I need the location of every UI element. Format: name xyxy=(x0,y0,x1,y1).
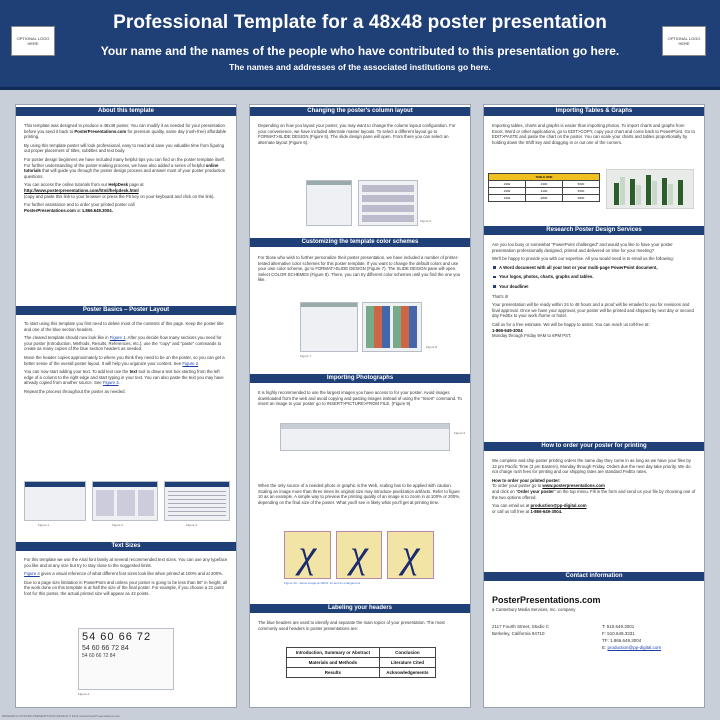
chart-bar xyxy=(678,180,683,205)
glyph-3x: χ xyxy=(336,531,383,579)
section-header-labeling: Labeling your headers xyxy=(250,604,470,613)
company-address: 2117 Fourth Street, Studio C Berkeley, California 94710 xyxy=(492,624,549,636)
photographs-text-1: It is highly recommended to use the largest images you have access to for your poster. Avoid images downloaded from the web and avoid copying and pasting images instead of using the "Insert" command. To insert an image to your poster go to INSERT>PICTURE>FROM FILE. (Figure 9) xyxy=(258,390,462,407)
section-header-color-schemes: Customizing the template color schemes xyxy=(250,238,470,247)
order-site-link[interactable]: www.posterpresentations.com xyxy=(542,483,605,489)
helpdesk-link[interactable]: http://www.posterpresentations.com/html/helpdesk.html xyxy=(24,187,139,193)
example-table: TABLE ONE 1992 2300 5000 1993 3100 4500 1994 2800 4800 xyxy=(488,173,600,202)
left-logo-placeholder: OPTIONAL LOGO HERE xyxy=(11,26,55,56)
labeling-text: The blue headers are used to identify and separate the main topics of your presentation. The most commonly used headers in poster presentations are: xyxy=(258,620,445,631)
figure-9-image xyxy=(280,423,450,451)
text-sizes-text: For this template we use the Arial font family at several recommended text sizes. You can use any typeface you like and at any size but try to stay close to the suggested limits. Figure 4 gives a visual reference of what different font sizes look like when printed at 100% and at 200%. Due to a page size limitation in PowerPoint and unless your poster is going to be less than 56" in height, all the work done on this template is at half the size of the final poster. For example, if you choose a 21 point font for this poster, the actual printed size will appear as 42 points. xyxy=(24,557,228,596)
chart-bar xyxy=(630,179,635,205)
poster-header xyxy=(0,0,720,90)
chart-bar xyxy=(614,183,619,205)
color-schemes-text: For those who wish to further personalize their poster presentation, we have included a number of printer-tested alternative color schemes for this poster template. If you want to change the default colors and use your own color scheme, go to FORMAT>SLIDE DESIGN (Figure 7). The SLIDE DESIGN pane will open. Select COLOR SCHEMES (Figure 8). There, you can try different color schemes until you find the one you like. xyxy=(258,255,461,283)
figure-6-caption: Figure 6 xyxy=(420,219,432,223)
figure-9-caption: Figure 9 xyxy=(454,431,466,435)
poster-title: Professional Template for a 48x48 poster presentation xyxy=(113,12,607,33)
company-name: PosterPresentations.com xyxy=(492,595,601,605)
column-2 xyxy=(249,104,471,708)
about-text: This template was designed to produce a 48x48 poster. You can modify it as needed for your presentation before you send it back to PosterPresentations.com for premium quality, same day (rush-free) affordable printing. By using this template poster will look professional, easy to read and save you valuable time from figuring out proper placement of titles, subtitles and text body. For poster design beginners we have included many helpful tips you can find on the poster template itself. For further understanding of the poster-making process, we have also added a series of helpful online tutorials that will guide you through the poster design process and answer most of your poster production questions. You can access the online tutorials from our HelpDesk page at http://www.posterpresentations.com/html/helpdesk.html (copy and paste this link to your browser or press the F5 key on your keyboard and click on the link). For further assistance and to order your printed poster call PosterPresentations.com at 1.866.649.3004. xyxy=(24,123,227,213)
figure-10-caption: Figure 10 - Same image at 100%, 3x and 4x enlargement xyxy=(284,581,361,585)
chart-bar xyxy=(636,185,641,205)
glyph-100: χ xyxy=(284,531,331,579)
figure-5-image xyxy=(306,180,352,226)
section-header-order: How to order your poster for printing xyxy=(484,442,704,451)
figure-3-caption: Figure 3 xyxy=(186,523,198,527)
figure-6-image xyxy=(358,180,418,226)
figure-1-image xyxy=(24,481,86,521)
chart-bar xyxy=(668,184,673,205)
figure-8-image xyxy=(362,302,422,352)
photographs-text-2: When the only source of a needed photo or graphic is the Web, scaling has to be applied with caution. Scaling an image more than three times its original size may introduce pixelization artifacts. Refer to figure 10 as an example. A simple way to preview the printing quality of an image is to zoom in at 100% or 200%, depending on the final size of the poster. What you'll see is likely what you'll get at printing time. xyxy=(258,483,461,505)
design-services-text: Are you too busy or somewhat "PowerPoint challenged" and would you like to have your poster presentation professionally designed, printed and delivered on time for your meeting? We'll be happy to provide you with our expertise. All you would need is to email us the following: A Word document with all your text or your multi-page PowerPoint document, Your logos, photos, charts, graphs and tables. Your deadline! That's it! Your presentation will be ready within 24 to 48 hours and a proof will be emailed to you for revisions and final approval. Once we have your approval, your poster will be printed and shipped by next day or second day FedEx to your work /home or hotel. Call us for a free estimate. We will be happy to assist. You can reach us toll-free at: 1-866-649-3004 Monday through Friday 9AM to 6PM PST. xyxy=(492,242,696,342)
poster-authors: Your name and the names of the people who have contributed to this presentation go here. xyxy=(100,44,620,58)
chart-bar xyxy=(620,177,625,205)
glyph-4x: χ xyxy=(387,531,434,579)
figure-7-caption: Figure 7 xyxy=(300,354,312,358)
company-tagline: a Canterbury Media Services, Inc. company xyxy=(492,607,576,612)
column-3 xyxy=(483,104,705,708)
chart-bar xyxy=(662,178,667,205)
chart-bar xyxy=(652,181,657,205)
company-phones: T: 510.649.3001 F: 510.649.3331 TF: 1.866.649.3004 E: production@pp-digital.com xyxy=(602,624,662,650)
section-header-contact: Contact information xyxy=(484,572,704,581)
column-1 xyxy=(15,104,237,708)
figure-7-image xyxy=(300,302,358,352)
section-header-photographs: Importing Photographs xyxy=(250,374,470,383)
production-email-link[interactable]: production@pp-digital.com xyxy=(530,503,587,509)
chart-bar xyxy=(646,175,651,205)
column-layout-text: Depending on how you layout your poster, you may want to change the column layout configuration. For your convenience, we have included alternate master layouts. To select a different layout go to FORMAT>SLIDE DESIGN (Figure 5). The slide design pane will open. From there you can select an alternate layout (Figure 6). xyxy=(258,123,456,145)
figure-4-image: 54 60 66 72 54 60 66 72 84 54 60 66 72 84 xyxy=(78,628,174,690)
figure-2-image xyxy=(92,481,158,521)
figure-8-caption: Figure 8 xyxy=(426,345,438,349)
figure-3-image xyxy=(164,481,230,521)
figure-4-caption: Figure 4 xyxy=(78,692,90,696)
section-header-basics: Poster Basics – Poster Layout xyxy=(16,306,236,315)
figure-1-caption: Figure 1 xyxy=(38,523,50,527)
section-header-about: About this template xyxy=(16,107,236,116)
right-logo-placeholder: OPTIONAL LOGO HERE xyxy=(662,26,706,56)
figure-2-caption: Figure 2 xyxy=(112,523,124,527)
poster-institutions: The names and addresses of the associated institutions go here. xyxy=(229,62,491,72)
example-bar-chart xyxy=(606,169,694,209)
order-text: We complete and ship poster printing orders the same day they come in as long as we have your files by 12 pm Pacific Time (3 pm Eastern), Monday through Friday. Orders due the next day take priority. We do not charge rush fees for printing and our shipping rates are standard FedEx rates. How to order your printed poster: To order your poster go to www.posterpresentations.com and click on "Order your poster" on the top menu. Fill in the form and send us your file by choosing one of the two options offered. You can email us at production@pp-digital.com or call us toll free at 1-866-649-3004. xyxy=(492,458,696,514)
basics-text: To start using this template you first need to delete most of the contents of this page. Keep the poster title and one of the blue section headers. The cleared template should now look like in Figure 1. After you decide how many sections you need for your poster (Introduction, Methods, Results, References, etc.), use the "copy" and "paste" commands to create as many copies of the blue section headers as needed. Move the header copies approximately to where you think they need to be on the poster, so you can get a better sense of the overall poster layout. It will help you organize your content. See Figure 2. You can now start adding your text. To add text use the text tool to draw a text box starting from the left edge of a column to the right edge and start typing in your text. You can also paste the text you may have already copied from another source. See Figure 3. Repeat the process throughout the poster as needed. xyxy=(24,321,225,394)
figure-10-images xyxy=(284,531,434,579)
footer-copyright: RESEARCH POSTER PRESENTATION DESIGN © 2012 www.PosterPresentations.com xyxy=(2,714,120,718)
section-header-text-sizes: Text Sizes xyxy=(16,542,236,551)
section-header-tables-graphs: Importing Tables & Graphs xyxy=(484,107,704,116)
contact-email-link[interactable]: production@pp-digital.com xyxy=(607,645,662,650)
tables-graphs-text: Importing tables, charts and graphs is easier than importing photos. To import charts and graphs from Excel, Word or other applications, go to EDIT>COPY, copy your chart and come back to PowerPoint. Go to EDIT>PASTE and paste the chart on the poster. You can scale your charts and tables proportionally by holding down the Shift key and dragging in or out one of the corners. xyxy=(492,123,695,145)
header-examples-table: Introduction, Summary or Abstract Conclusion Materials and Methods Literature Cited Results Acknowledgements xyxy=(286,647,436,678)
section-header-column-layout: Changing the poster's column layout xyxy=(250,107,470,116)
section-header-design-services: Research Poster Design Services xyxy=(484,226,704,235)
